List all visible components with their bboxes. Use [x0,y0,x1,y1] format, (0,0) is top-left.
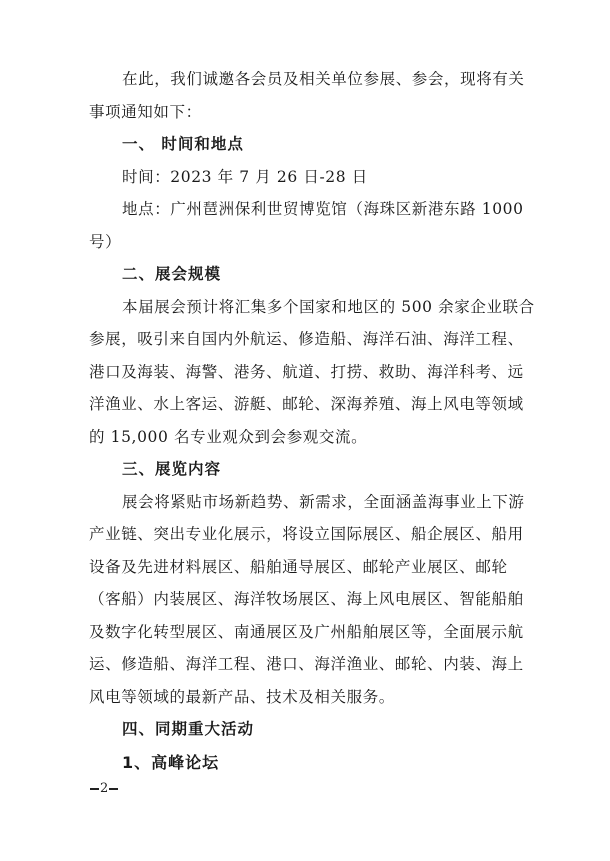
intro-paragraph: 在此，我们诚邀各会员及相关单位参展、参会，现将有关事项通知如下： [89,70,525,121]
section-heading-scale: 二、展会规模 [122,265,222,283]
page-number: 2 [100,781,109,796]
exhibits-paragraph: 展会将紧贴市场新趋势、新需求，全面涵盖海事业上下游产业链、突出专业化展示，将设立国际展区、船企展区、船用设备及先进材料展区、船舶通导展区、邮轮产业展区、邮轮（客船）内装展区、海洋牧场展区、海上风电展区、智能船舶及数字化转型展区、南通展区及广州船舶展区等，全面展示航运、修造船、海洋工程、港口、海洋渔业、邮轮、内装、海上风电等领域的最新产品、技术及相关服务。 [89,492,525,706]
section-heading-activities: 四、同期重大活动 [122,720,255,738]
scale-paragraph: 本届展会预计将汇集多个国家和地区的 500 余家企业联合参展，吸引来自国内外航运、修造船、海洋石油、海洋工程、港口及海装、海警、港务、航道、打捞、救助、海洋科考、远洋渔业、水上客运、游艇、邮轮、深海养殖、海上风电等领域的 15,000 名专业观众到会参观交流。 [89,297,535,446]
footer-dash-right [109,788,118,790]
section-heading-exhibits: 三、展览内容 [122,460,222,478]
footer-dash-left [90,788,99,790]
subheading-forum: 1、高峰论坛 [122,752,220,772]
event-time: 时间：2023 年 7 月 26 日-28 日 [122,167,368,186]
page-footer [89,781,119,796]
event-place: 地点：广州琶洲保利世贸博览馆（海珠区新港东路 1000 号） [89,200,524,251]
section-heading-time-place: 一、 时间和地点 [122,135,244,153]
document-body [89,63,539,780]
